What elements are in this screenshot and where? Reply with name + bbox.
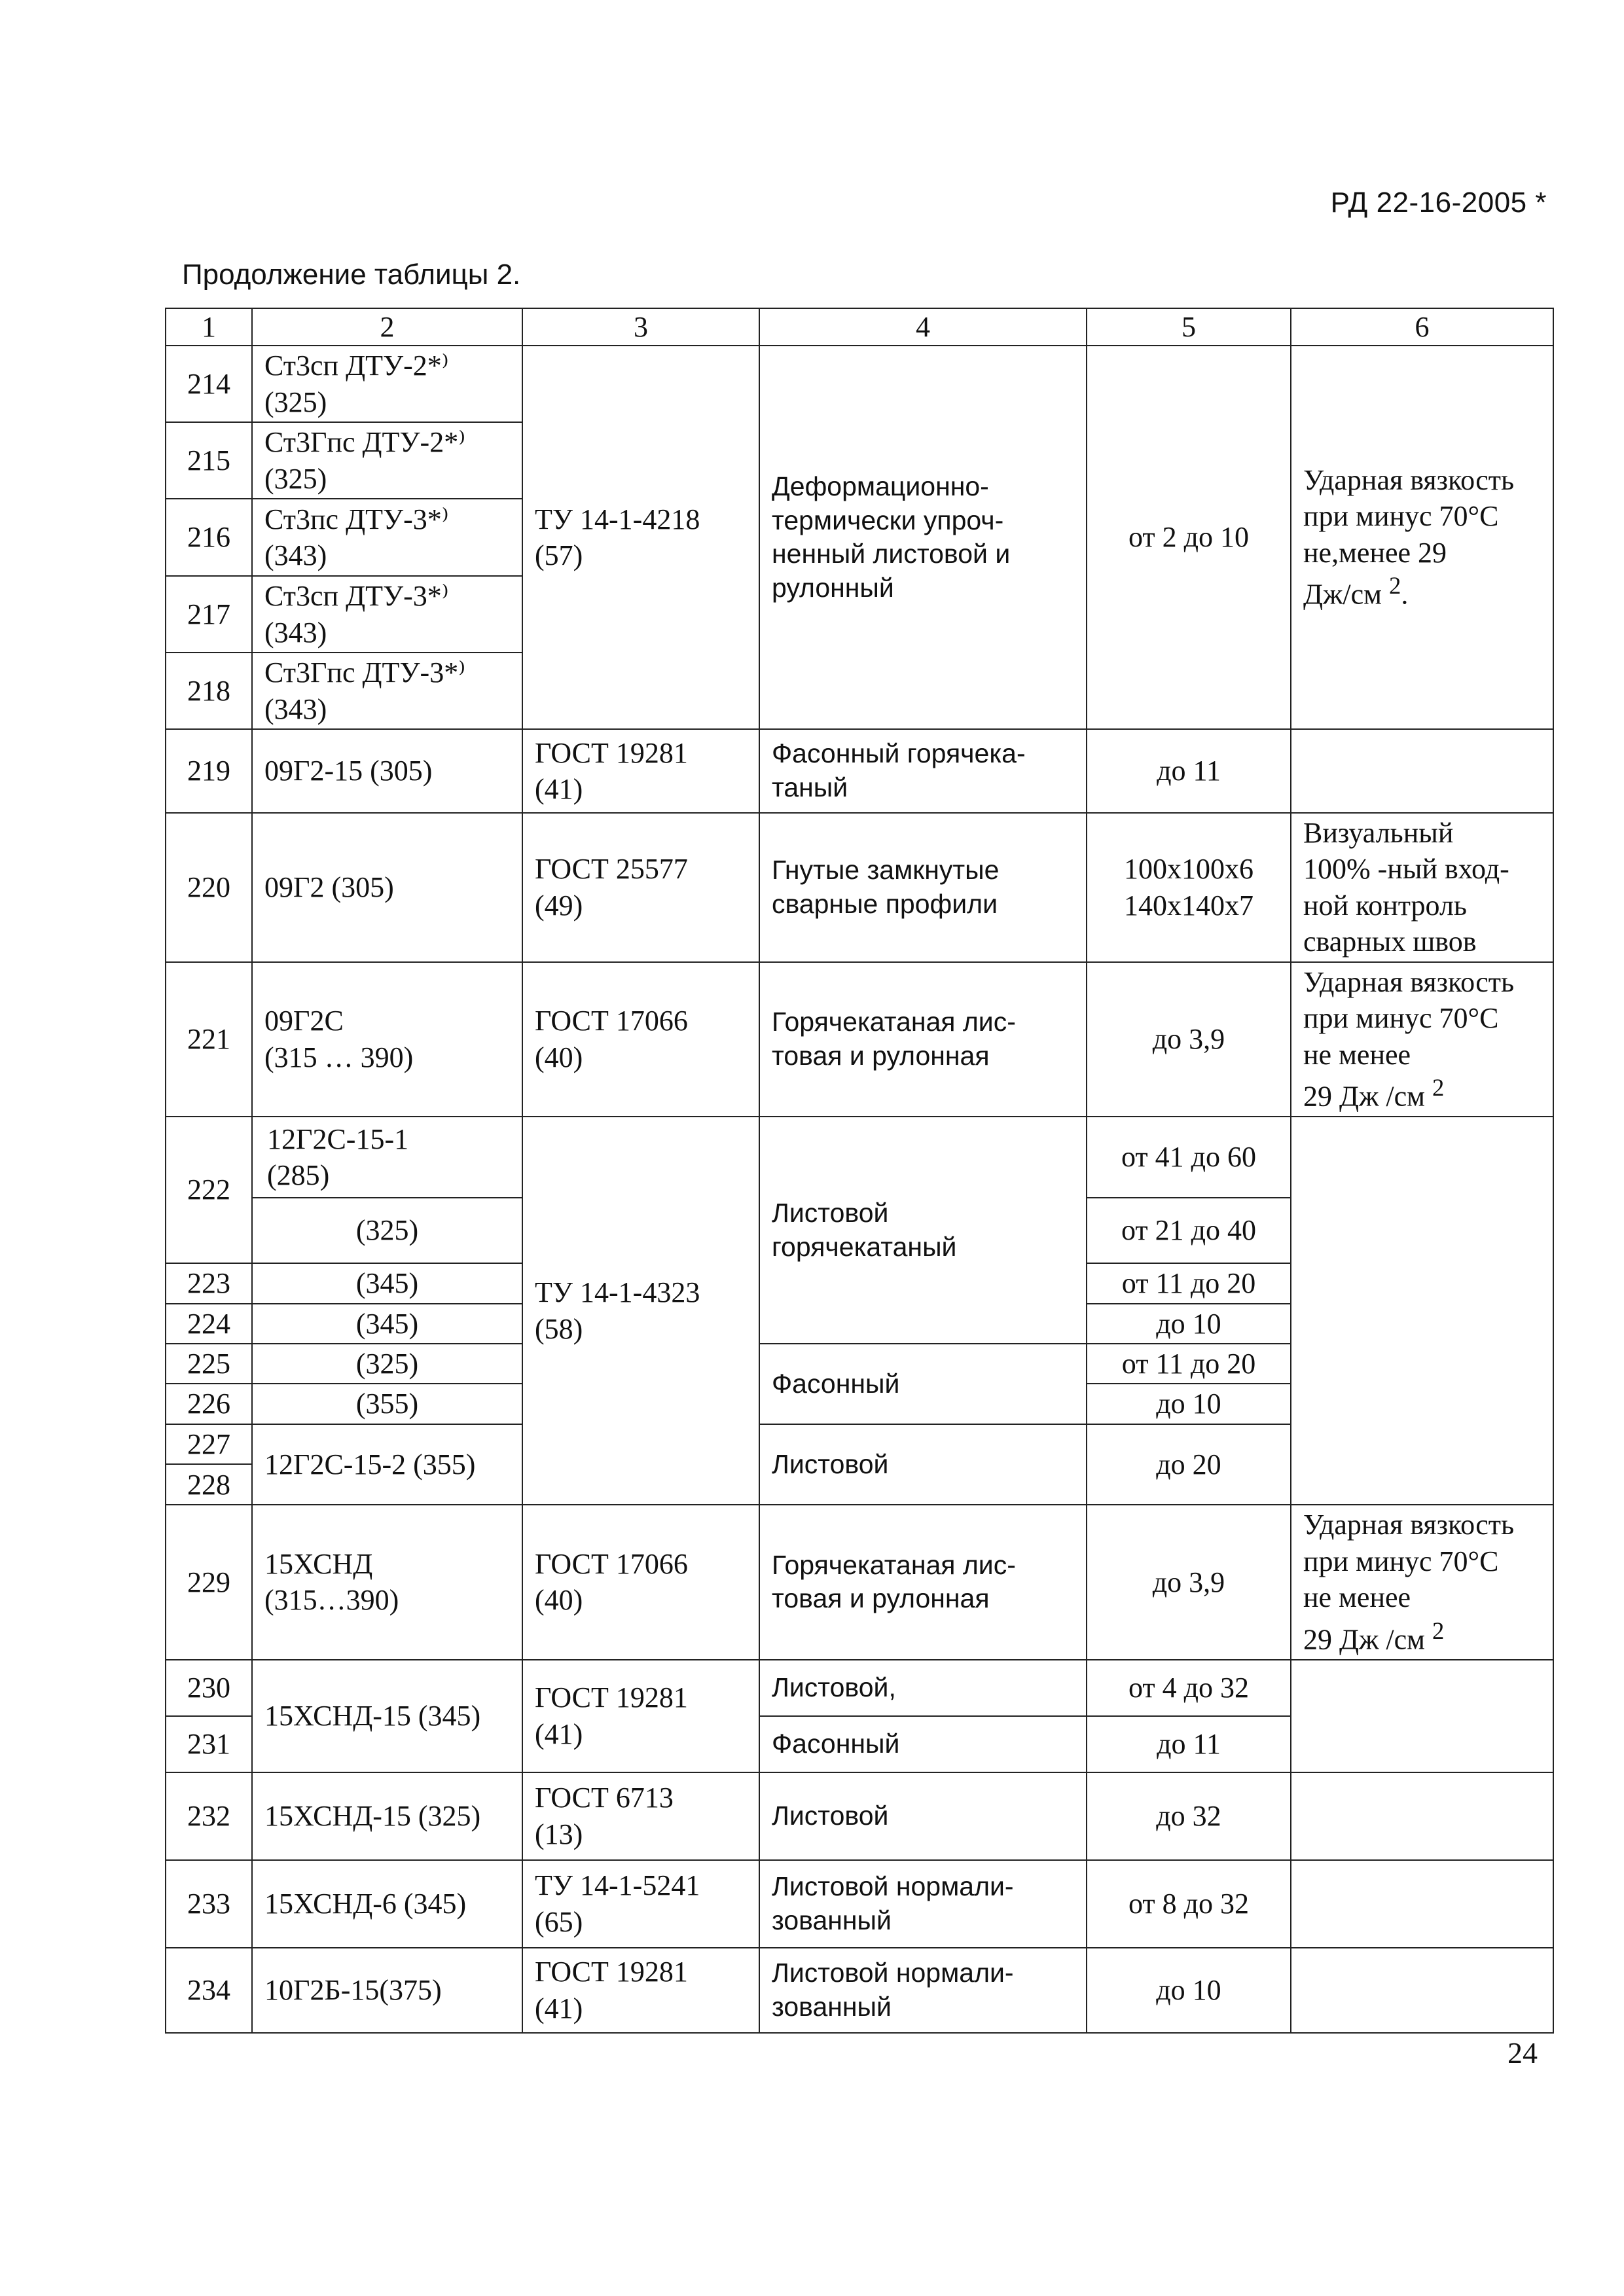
column-header-row: [166, 308, 1553, 346]
column-header: 6: [1291, 308, 1553, 346]
steel-grade: 09Г2-15 (305): [252, 729, 522, 813]
note: [1291, 1505, 1553, 1659]
table-row: [166, 1505, 1553, 1659]
note: [1291, 1660, 1553, 1772]
standard-document: ГОСТ 25577 (49): [522, 813, 759, 962]
steel-grade: Ст3сп ДТУ-2*⁾ (325): [252, 346, 522, 422]
row-number: 234: [166, 1948, 252, 2033]
row-number: 218: [166, 653, 252, 729]
steel-grade: 09Г2С (315 … 390): [252, 962, 522, 1117]
thickness: до 3,9: [1087, 1505, 1291, 1659]
steel-grade: Ст3пс ДТУ-3*⁾ (343): [252, 499, 522, 576]
row-number: 215: [166, 422, 252, 499]
row-number: 217: [166, 576, 252, 653]
table-row: [166, 962, 1553, 1117]
thickness: до 10: [1087, 1948, 1291, 2033]
steel-grade: Ст3Гпс ДТУ-3*⁾ (343): [252, 653, 522, 729]
standard-document: ГОСТ 19281 (41): [522, 1660, 759, 1772]
standard-document: ТУ 14-1-4218 (57): [522, 346, 759, 729]
table-row: [166, 813, 1553, 962]
thickness: до 32: [1087, 1772, 1291, 1860]
steel-grade: 15ХСНД-6 (345): [252, 1860, 522, 1948]
standard-document: ГОСТ 19281 (41): [522, 729, 759, 813]
row-number: 223: [166, 1263, 252, 1303]
standard-document: ГОСТ 19281 (41): [522, 1948, 759, 2033]
product-type: Горячекатаная лис- товая и рулонная: [759, 1505, 1087, 1659]
product-type: Листовой нормали- зованный: [759, 1860, 1087, 1948]
table-row: [166, 1660, 1553, 1716]
note: Визуальный 100% -ный вход- ной контроль сварных швов: [1291, 813, 1553, 962]
steel-grade: (345): [252, 1304, 522, 1344]
thickness: до 10: [1087, 1384, 1291, 1424]
standard-document: ТУ 14-1-4323 (58): [522, 1117, 759, 1505]
row-number: 230: [166, 1660, 252, 1716]
product-type: Деформационно- термически упроч- ненный листовой и рулонный: [759, 346, 1087, 729]
steel-grade: 15ХСНД-15 (325): [252, 1772, 522, 1860]
row-number: 229: [166, 1505, 252, 1659]
table-row: [166, 1948, 1553, 2033]
row-number: 222: [166, 1117, 252, 1263]
row-number: 228: [166, 1464, 252, 1505]
steel-grade: Ст3Гпс ДТУ-2*⁾ (325): [252, 422, 522, 499]
note-superscript: 2: [1432, 1617, 1445, 1644]
column-header: 1: [166, 308, 252, 346]
note: [1291, 1860, 1553, 1948]
note: [1291, 346, 1553, 729]
product-type: Фасонный: [759, 1344, 1087, 1424]
row-number: 221: [166, 962, 252, 1117]
row-number: 232: [166, 1772, 252, 1860]
product-type: Листовой: [759, 1424, 1087, 1505]
thickness: от 8 до 32: [1087, 1860, 1291, 1948]
steel-grade: 12Г2С-15-1 (285): [252, 1117, 522, 1198]
product-type: Листовой: [759, 1772, 1087, 1860]
note: [1291, 1772, 1553, 1860]
row-number: 226: [166, 1384, 252, 1424]
note-superscript: 2: [1432, 1074, 1445, 1101]
row-number: 216: [166, 499, 252, 576]
thickness: до 3,9: [1087, 962, 1291, 1117]
note-superscript: 2: [1389, 572, 1401, 600]
row-number: 233: [166, 1860, 252, 1948]
column-header: 3: [522, 308, 759, 346]
table-row: [166, 1117, 1553, 1198]
steel-grade: 15ХСНД-15 (345): [252, 1660, 522, 1772]
product-type: Листовой горячекатаный: [759, 1117, 1087, 1344]
steel-grade: (355): [252, 1384, 522, 1424]
note: [1291, 962, 1553, 1117]
standard-document: ГОСТ 17066 (40): [522, 962, 759, 1117]
note-text: Ударная вязкость при минус 70°С не менее 29 Дж /см: [1303, 965, 1515, 1113]
note: [1291, 1948, 1553, 2033]
steel-grade: 09Г2 (305): [252, 813, 522, 962]
column-header: 4: [759, 308, 1087, 346]
document-code: РД 22-16-2005 *: [1330, 187, 1547, 219]
product-type: Фасонный горячека- таный: [759, 729, 1087, 813]
table-row: [166, 1772, 1553, 1860]
note: [1291, 729, 1553, 813]
page-number: 24: [1507, 2036, 1538, 2070]
steel-grade: 12Г2С-15-2 (355): [252, 1424, 522, 1505]
standard-document: ТУ 14-1-5241 (65): [522, 1860, 759, 1948]
note: [1291, 1117, 1553, 1505]
thickness: от 4 до 32: [1087, 1660, 1291, 1716]
thickness: до 11: [1087, 1716, 1291, 1772]
table-row: [166, 1860, 1553, 1948]
product-type: Листовой нормали- зованный: [759, 1948, 1087, 2033]
thickness: от 2 до 10: [1087, 346, 1291, 729]
row-number: 225: [166, 1344, 252, 1384]
standard-document: ГОСТ 17066 (40): [522, 1505, 759, 1659]
thickness: от 11 до 20: [1087, 1344, 1291, 1384]
steel-grades-table: [165, 308, 1554, 2034]
steel-grade: 15ХСНД (315…390): [252, 1505, 522, 1659]
thickness: от 21 до 40: [1087, 1198, 1291, 1263]
row-number: 220: [166, 813, 252, 962]
thickness: до 11: [1087, 729, 1291, 813]
row-number: 231: [166, 1716, 252, 1772]
column-header: 5: [1087, 308, 1291, 346]
row-number: 219: [166, 729, 252, 813]
standard-document: ГОСТ 6713 (13): [522, 1772, 759, 1860]
thickness: от 11 до 20: [1087, 1263, 1291, 1303]
steel-grade: (325): [252, 1198, 522, 1263]
table-caption: Продолжение таблицы 2.: [182, 259, 521, 291]
row-number: 227: [166, 1424, 252, 1464]
steel-grade: Ст3сп ДТУ-3*⁾ (343): [252, 576, 522, 653]
thickness: 100х100х6 140х140х7: [1087, 813, 1291, 962]
note-text: Ударная вязкость при минус 70°С не менее 29 Дж /см: [1303, 1509, 1515, 1656]
product-type: Горячекатаная лис- товая и рулонная: [759, 962, 1087, 1117]
column-header: 2: [252, 308, 522, 346]
thickness: до 10: [1087, 1304, 1291, 1344]
product-type: Листовой,: [759, 1660, 1087, 1716]
note-text: Ударная вязкость при минус 70°С не,менее 29 Дж/см: [1303, 463, 1515, 611]
product-type: Гнутые замкнутые сварные профили: [759, 813, 1087, 962]
row-number: 224: [166, 1304, 252, 1344]
steel-grade: (345): [252, 1263, 522, 1303]
thickness: до 20: [1087, 1424, 1291, 1505]
table-row: [166, 729, 1553, 813]
table-row: [166, 346, 1553, 422]
thickness: от 41 до 60: [1087, 1117, 1291, 1198]
note-text-end: .: [1401, 578, 1409, 611]
product-type: Фасонный: [759, 1716, 1087, 1772]
steel-grade: (325): [252, 1344, 522, 1384]
row-number: 214: [166, 346, 252, 422]
steel-grade: 10Г2Б-15(375): [252, 1948, 522, 2033]
